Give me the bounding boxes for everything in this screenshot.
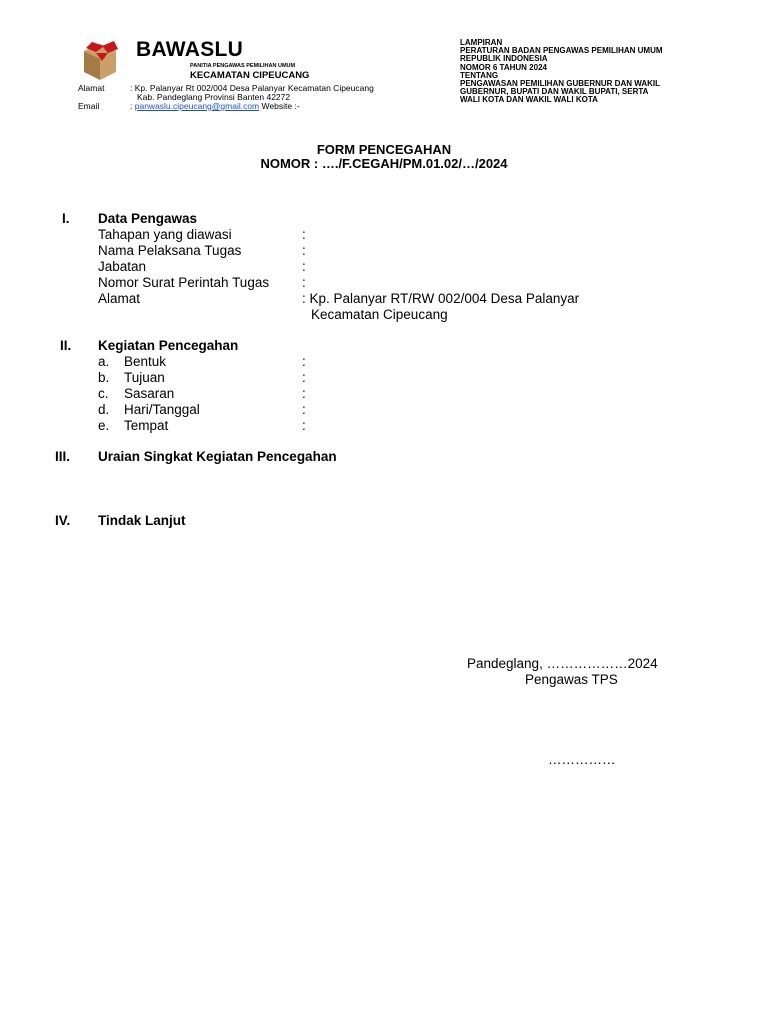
field-label: Jabatan [98,259,147,274]
section-3-heading: Uraian Singkat Kegiatan Pencegahan [98,449,337,464]
lampiran-line: TENTANG [460,70,499,80]
org-name: BAWASLU [136,38,244,61]
field-value: : [302,259,306,274]
form-number: NOMOR : …./F.CEGAH/PM.01.02/…/2024 [260,156,508,171]
item-label: Tempat [124,418,169,433]
lampiran-line: REPUBLIK INDONESIA [460,54,548,64]
item-letter: a. [98,354,110,369]
field-value: : [302,243,306,258]
item-letter: b. [98,370,110,385]
lampiran-line: GUBERNUR, BUPATI DAN WAKIL BUPATI, SERTA [460,87,649,97]
form-title: FORM PENCEGAHAN [316,142,452,157]
item-value: : [302,370,306,385]
item-value: : [302,418,306,433]
item-label: Sasaran [124,386,175,401]
item-value: : [302,402,306,417]
address-line-1: : Kp. Palanyar Rt 002/004 Desa Palanyar Kecamatan Cipeucang [130,83,374,93]
item-value: : [302,386,306,401]
field-label: Tahapan yang diawasi [98,227,232,242]
org-subtitle: PANITIA PENGAWAS PEMILIHAN UMUM [190,63,296,69]
signature-name: …………… [548,752,616,767]
field-value: : [302,275,306,290]
signature-place-date: Pandeglang, ………………2024 [467,656,658,671]
section-4-numeral: IV. [55,513,71,528]
lampiran-line: PENGAWASAN PEMILIHAN GUBERNUR DAN WAKIL [460,79,661,89]
item-letter: c. [98,386,109,401]
section-1-heading: Data Pengawas [98,211,198,226]
field-value: : [302,227,306,242]
email-colon: : [130,101,133,111]
address-line-2: Kab. Pandeglang Provinsi Banten 42272 [137,92,291,102]
email-row [130,102,300,112]
lampiran-block [460,39,663,105]
org-unit: KECAMATAN CIPEUCANG [190,70,310,81]
lampiran-line: PERATURAN BADAN PENGAWAS PEMILIHAN UMUM [460,46,663,56]
address-label: Alamat [78,83,105,93]
section-2-heading: Kegiatan Pencegahan [98,338,239,353]
lampiran-line: NOMOR 6 TAHUN 2024 [460,62,547,72]
item-value: : [302,354,306,369]
item-label: Bentuk [124,354,167,369]
field-value: : Kp. Palanyar RT/RW 002/004 Desa Palanyar [302,291,580,306]
section-1-numeral: I. [62,211,70,226]
section-3-numeral: III. [55,449,71,464]
section-2-numeral: II. [60,338,72,353]
email-label: Email [78,101,100,111]
item-letter: e. [98,418,110,433]
field-label: Alamat [98,291,141,306]
field-label: Nama Pelaksana Tugas [98,243,242,258]
item-label: Hari/Tanggal [124,402,200,417]
bawaslu-logo [78,40,122,82]
lampiran-line: LAMPIRAN [460,38,503,47]
signature-role: Pengawas TPS [525,672,618,687]
section-4-heading: Tindak Lanjut [98,513,186,528]
email-link[interactable]: panwaslu.cipeucang@gmail.com [134,101,260,111]
field-label: Nomor Surat Perintah Tugas [98,275,270,290]
field-value-continued: Kecamatan Cipeucang [311,307,448,322]
website-label: Website :- [261,101,300,111]
item-label: Tujuan [124,370,165,385]
lampiran-line: WALI KOTA DAN WAKIL WALI KOTA [460,95,598,105]
item-letter: d. [98,402,110,417]
